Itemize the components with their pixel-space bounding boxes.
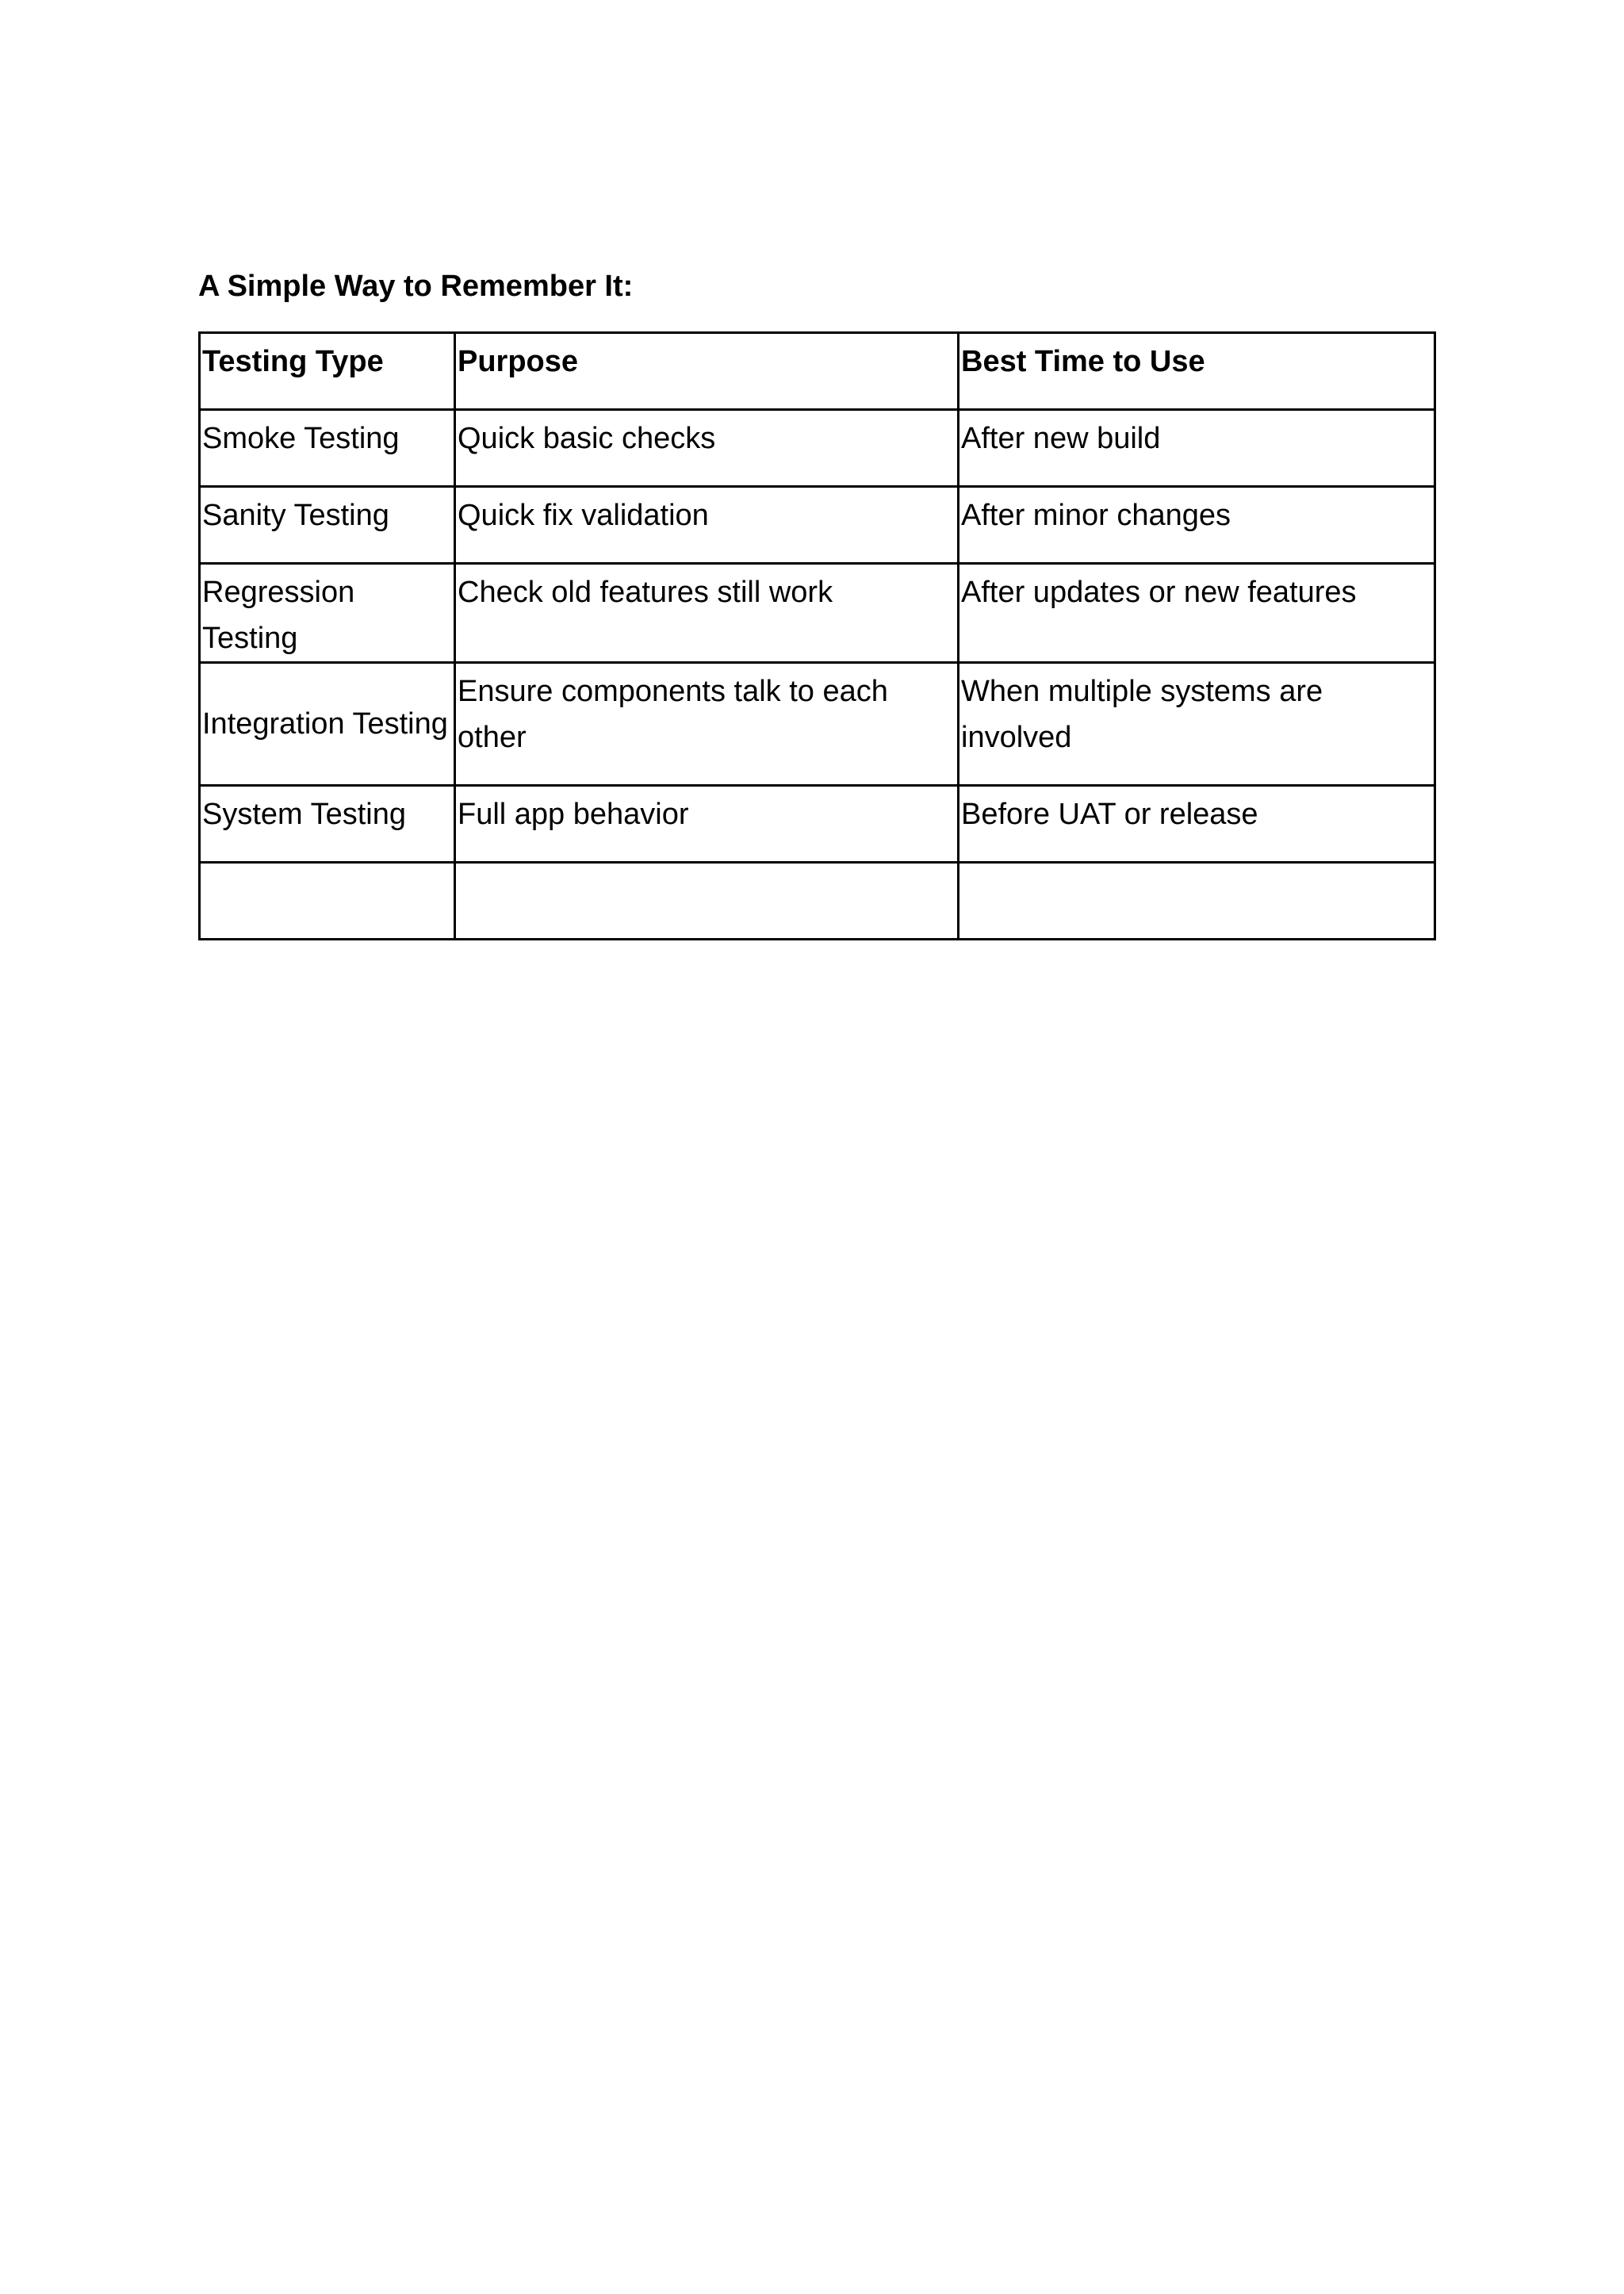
cell-purpose: Check old features still work — [455, 564, 959, 663]
cell-best-time: When multiple systems are involved — [959, 663, 1435, 786]
table-row — [200, 663, 1435, 786]
table-row — [200, 487, 1435, 564]
table-row-empty — [200, 863, 1435, 940]
cell-best-time: After new build — [959, 410, 1435, 487]
table-row — [200, 786, 1435, 863]
cell-best-time: Before UAT or release — [959, 786, 1435, 863]
cell-testing-type: Sanity Testing — [200, 487, 455, 564]
cell-testing-type: Regression Testing — [200, 564, 455, 663]
section-heading: A Simple Way to Remember It: — [198, 270, 634, 303]
cell-purpose: Quick basic checks — [455, 410, 959, 487]
cell-testing-type: Smoke Testing — [200, 410, 455, 487]
header-testing-type: Testing Type — [200, 333, 455, 410]
cell-testing-type — [200, 863, 455, 940]
cell-best-time: After updates or new features — [959, 564, 1435, 663]
cell-purpose: Quick fix validation — [455, 487, 959, 564]
table-header-row — [200, 333, 1435, 410]
table-row — [200, 564, 1435, 663]
header-best-time: Best Time to Use — [959, 333, 1435, 410]
cell-purpose: Full app behavior — [455, 786, 959, 863]
cell-testing-type: System Testing — [200, 786, 455, 863]
table-row — [200, 410, 1435, 487]
cell-best-time: After minor changes — [959, 487, 1435, 564]
cell-purpose — [455, 863, 959, 940]
testing-types-table — [198, 331, 1436, 940]
cell-testing-type: Integration Testing — [200, 663, 455, 786]
cell-purpose: Ensure components talk to each other — [455, 663, 959, 786]
cell-best-time — [959, 863, 1435, 940]
header-purpose: Purpose — [455, 333, 959, 410]
